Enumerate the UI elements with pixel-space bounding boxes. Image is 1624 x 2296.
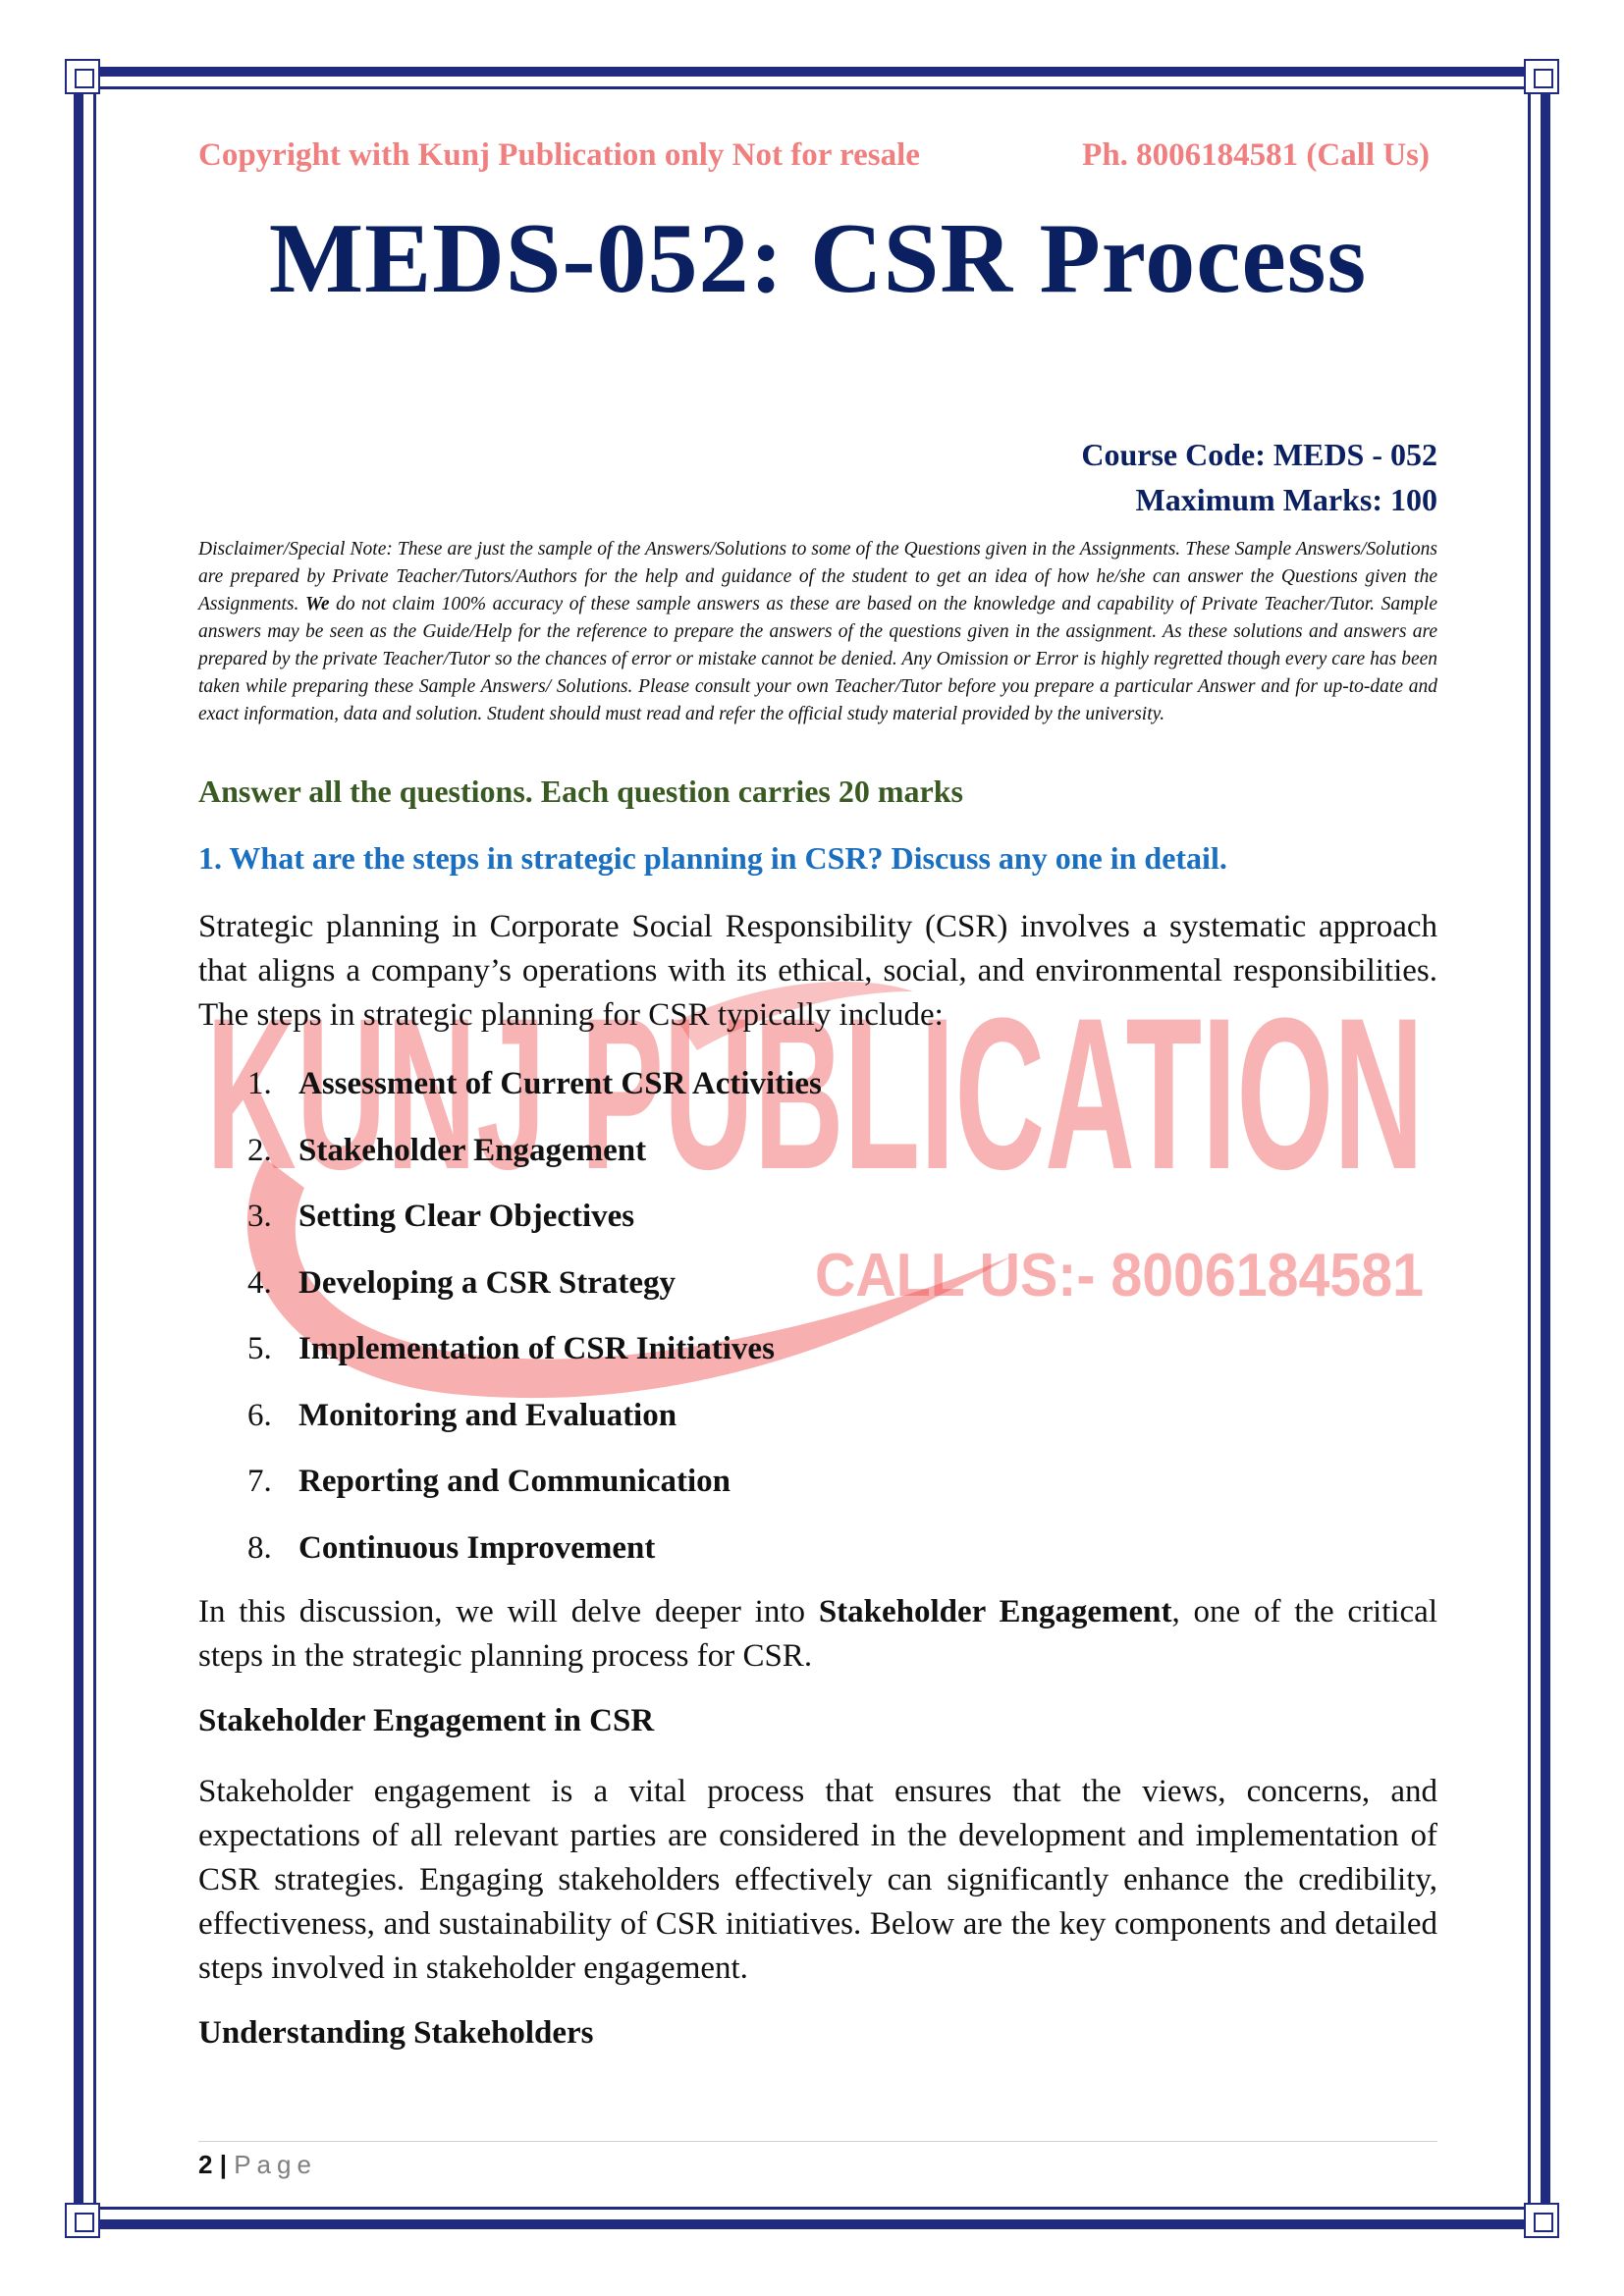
list-item: 2. Stakeholder Engagement: [247, 1132, 647, 1168]
page-footer: 2 | Page: [198, 2150, 317, 2179]
list-item: 3. Setting Clear Objectives: [247, 1199, 635, 1234]
list-item: 5. Implementation of CSR Initiatives: [247, 1331, 775, 1366]
page-number: 2: [198, 2150, 213, 2179]
question-1: 1. What are the steps in strategic planning in CSR? Discuss any one in detail.: [198, 840, 1227, 876]
copyright-text: Copyright with Kunj Publication only Not for resale: [198, 137, 920, 173]
corner-ornament: [65, 59, 100, 94]
steps-list: [247, 1062, 822, 1592]
max-marks: Maximum Marks: 100: [1135, 482, 1437, 517]
footer-divider: [198, 2141, 1437, 2142]
page-title: MEDS-052: CSR Process: [268, 203, 1368, 314]
course-code: Course Code: MEDS - 052: [1081, 437, 1437, 472]
page-word: Page: [234, 2150, 317, 2179]
disclaimer-text-2: do not claim 100% accuracy of these sample answers as these are based on the knowledge and capability of Private Teacher/Tutor. Sample answers may be seen as the Guide/Help for the reference to prepare the answers of the questions given in the assignment. As these solutions and answers are prepared by the private Teacher/Tutor so the chances of error or mistake cannot be denied. Any Omission or Error is highly regretted though every care has been taken while preparing these Sample Answers/ Solutions. Please consult your own Teacher/Tutor before you prepare a particular Answer and for up-to-date and exact information, data and solution. Student should must read and refer the official study material provided by the university.: [198, 594, 1438, 724]
discussion-paragraph: In this discussion, we will delve deeper into Stakeholder Engagement, one of the critical steps in the strategic planning process for CSR.: [198, 1594, 1437, 1674]
list-item: 7. Reporting and Communication: [247, 1464, 731, 1499]
watermark-call: CALL US:- 8006184581: [815, 1242, 1424, 1309]
heading-stakeholder-engagement: Stakeholder Engagement in CSR: [198, 1703, 655, 1738]
disclaimer: [198, 536, 1437, 728]
list-item: 4. Developing a CSR Strategy: [247, 1264, 677, 1301]
intro-paragraph: Strategic planning in Corporate Social Responsibility (CSR) involves a systematic approach that aligns a company’s operations with its ethical, social, and environmental responsibilities. The steps in strategic planning for CSR typically include:: [198, 909, 1437, 1033]
corner-ornament: [65, 2203, 100, 2238]
heading-understanding-stakeholders: Understanding Stakeholders: [198, 2015, 594, 2051]
list-item: 6. Monitoring and Evaluation: [247, 1397, 677, 1433]
phone-text: Ph. 8006184581 (Call Us): [1082, 137, 1430, 173]
stakeholder-paragraph: Stakeholder engagement is a vital process that ensures that the views, concerns, and expectations of all relevant parties are considered in the development and implementation of CSR strategies. Engaging stakeholders effectively can significantly enhance the credibility, effectiveness, and sustainability of CSR initiatives. Below are the key components and detailed steps involved in stakeholder engagement.: [198, 1774, 1437, 1986]
list-item: 8. Continuous Improvement: [247, 1529, 656, 1566]
disclaimer-text: Disclaimer/Special Note: These are just the sample of the Answers/Solutions to some of the Questions given in the Assignments. These Sample Answers/Solutions are prepared by Private Teacher/Tutors/Authors for the help and guidance of the student to get an idea of how he/she can answer the Questions given the Assignments.: [198, 539, 1437, 614]
disclaimer-bold: We: [304, 594, 330, 614]
corner-ornament: [1524, 59, 1559, 94]
course-info: [1081, 432, 1437, 522]
list-item: 1. Assessment of Current CSR Activities: [247, 1066, 822, 1101]
corner-ornament: [1524, 2203, 1559, 2238]
copyright-header: [198, 137, 1437, 174]
instruction: Answer all the questions. Each question carries 20 marks: [198, 774, 963, 809]
watermark-name: KUNJ PUBLICATION: [206, 973, 1424, 1214]
